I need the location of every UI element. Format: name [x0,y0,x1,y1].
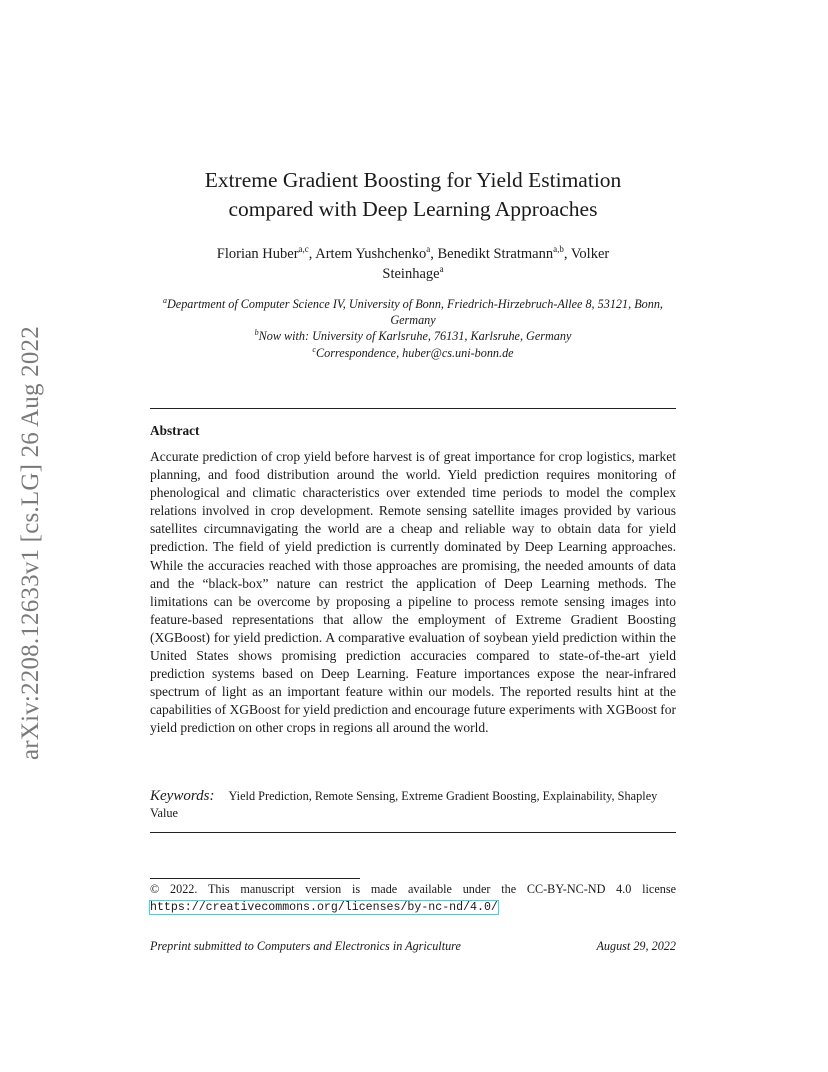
author-name: Steinhage [382,266,440,282]
affiliation-text: Now with: University of Karlsruhe, 76131, Karlsruhe, Germany [258,329,572,344]
submission-date: August 29, 2022 [596,939,676,953]
footnote-text: © 2022. This manuscript version is made available under the CC-BY-NC-ND 4.0 license [150,882,676,896]
license-link[interactable]: https://creativecommons.org/licenses/by-nc-nd/4.0/ [150,901,498,914]
paper-title [150,166,676,224]
affiliation-text: Department of Computer Science IV, University of Bonn, Friedrich-Hirzebruch-Allee 8, 53121, Bonn, Germany [167,297,663,328]
author-name: Benedikt Stratmann [437,246,554,262]
author-name: Florian Huber [216,246,299,262]
affiliation-text: Correspondence, huber@cs.uni-bonn.de [315,345,514,360]
affiliation-mark: c [312,344,316,354]
author-affil-mark: a [439,264,444,275]
author-separator: , [430,246,438,262]
affiliation-a [150,296,676,328]
abstract-heading: Abstract [150,423,200,438]
abstract-bottom-rule [150,832,676,833]
affiliations [150,296,676,361]
title-line-2: compared with Deep Learning Approaches [228,197,598,221]
affiliation-mark: b [254,328,259,338]
keywords-label: Keywords: [150,788,215,804]
footnote-rule [150,878,360,879]
keywords [150,788,676,821]
copyright-footnote [150,881,676,916]
author-separator: , [308,246,316,262]
arxiv-identifier-stamp: arXiv:2208.12633v1 [cs.LG] 26 Aug 2022 [17,326,44,760]
author-affil-mark: a [426,244,431,255]
author-affil-mark: a,c [298,244,309,255]
author-separator: , Volker [563,246,610,262]
preprint-note: Preprint submitted to Computers and Electronics in Agriculture [150,939,461,953]
author-list [150,244,676,284]
affiliation-b [150,328,676,344]
keywords-text: Yield Prediction, Remote Sensing, Extreme Gradient Boosting, Explainability, Shapley Value [150,789,658,820]
author-name: Artem Yushchenko [315,246,427,262]
abstract-text: Accurate prediction of crop yield before harvest is of great importance for crop logistics, market planning, and food distribution around the world. Yield prediction requires monitoring of phenological and climatic characteristics over extended time periods to model the complex relations involved in crop development. Remote sensing satellite images provided by various satellites circumnavigating the world are a cheap and reliable way to obtain data for yield prediction. The field of yield prediction is currently dominated by Deep Learning approaches. While the accuracies reached with those approaches are promising, the needed amounts of data and the “black-box” nature can restrict the application of Deep Learning methods. The limitations can be overcome by proposing a pipeline to process remote sensing images into feature-based representations that allow the employment of Extreme Gradient Boosting (XGBoost) for yield prediction. A comparative evaluation of soybean yield prediction within the United States shows promising prediction accuracies compared to state-of-the-art yield prediction systems based on Deep Learning. Feature importances expose the near-infrared spectrum of light as an important feature within our models. The reported results hint at the capabilities of XGBoost for yield prediction and encourage future experiments with XGBoost for yield prediction on other crops in regions all around the world. [150,449,676,736]
abstract-top-rule [150,408,676,409]
title-line-1: Extreme Gradient Boosting for Yield Estimation [204,168,622,192]
author-affil-mark: a,b [553,244,564,255]
affiliation-mark: a [163,295,167,305]
affiliation-c [150,345,676,361]
